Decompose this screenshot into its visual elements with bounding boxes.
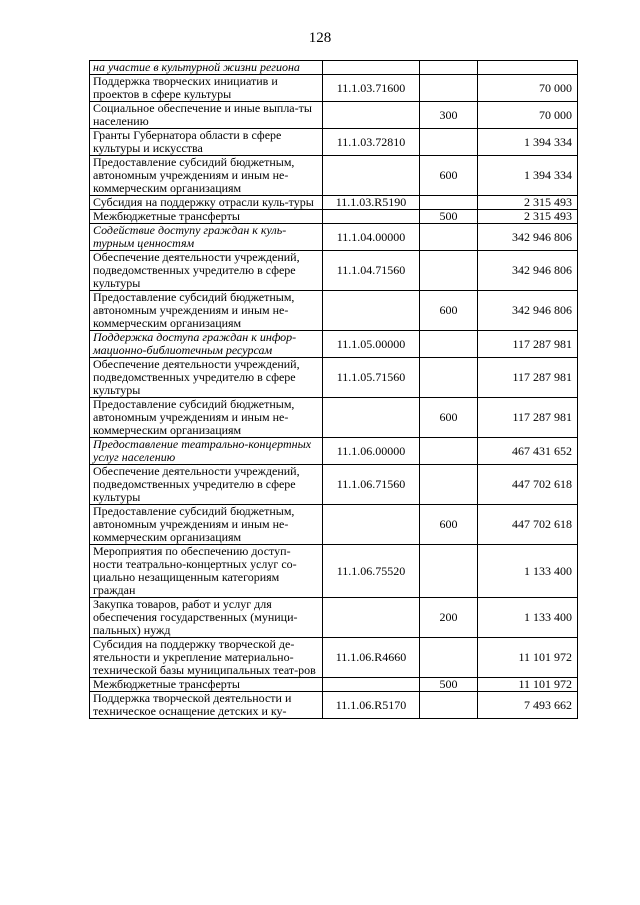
row-vr-cell — [420, 224, 478, 251]
row-code-cell: 11.1.05.71560 — [323, 358, 420, 398]
row-vr-cell: 600 — [420, 291, 478, 331]
row-code-cell: 11.1.03.72810 — [323, 129, 420, 156]
row-name-cell: Содействие доступу граждан к куль-турным ценностям — [90, 224, 323, 251]
row-vr-cell — [420, 75, 478, 102]
row-name-cell: Поддержка доступа граждан к инфор-мационно-библиотечным ресурсам — [90, 331, 323, 358]
row-code-cell: 11.1.06.00000 — [323, 438, 420, 465]
row-name-cell: Обеспечение деятельности учреждений, подведомственных учредителю в сфере культуры — [90, 465, 323, 505]
row-code-cell — [323, 505, 420, 545]
page-number: 128 — [308, 30, 332, 46]
table-row — [90, 75, 578, 102]
row-vr-cell: 200 — [420, 598, 478, 638]
row-amount-cell: 342 946 806 — [478, 224, 578, 251]
row-amount-cell: 117 287 981 — [478, 358, 578, 398]
row-code-cell: 11.1.05.00000 — [323, 331, 420, 358]
table-row — [90, 331, 578, 358]
row-name-cell: Предоставление театрально-концертных услуг населению — [90, 438, 323, 465]
row-name-cell: Обеспечение деятельности учреждений, подведомственных учредителю в сфере культуры — [90, 358, 323, 398]
row-amount-cell: 1 133 400 — [478, 598, 578, 638]
row-name-cell: Социальное обеспечение и иные выпла-ты населению — [90, 102, 323, 129]
row-amount-cell: 11 101 972 — [478, 678, 578, 692]
row-amount-cell: 447 702 618 — [478, 465, 578, 505]
row-name-cell: Обеспечение деятельности учреждений, подведомственных учредителю в сфере культуры — [90, 251, 323, 291]
table-row — [90, 505, 578, 545]
row-vr-cell — [420, 196, 478, 210]
row-name-cell: Предоставление субсидий бюджетным, автономным учреждениям и иным не-коммерческим организациям — [90, 505, 323, 545]
row-amount-cell: 467 431 652 — [478, 438, 578, 465]
row-amount-cell: 342 946 806 — [478, 251, 578, 291]
row-name-cell: Мероприятия по обеспечению доступ-ности театрально-концертных услуг со-циально незащищенным категориям граждан — [90, 545, 323, 598]
row-vr-cell — [420, 638, 478, 678]
row-name-cell: Предоставление субсидий бюджетным, автономным учреждениям и иным не-коммерческим организациям — [90, 291, 323, 331]
row-vr-cell — [420, 465, 478, 505]
table-row — [90, 291, 578, 331]
row-code-cell: 11.1.06.R4660 — [323, 638, 420, 678]
table-row — [90, 102, 578, 129]
row-amount-cell: 11 101 972 — [478, 638, 578, 678]
table-row — [90, 358, 578, 398]
row-name-cell: Межбюджетные трансферты — [90, 678, 323, 692]
row-amount-cell: 1 133 400 — [478, 545, 578, 598]
row-name-cell: Субсидия на поддержку отрасли куль-туры — [90, 196, 323, 210]
row-amount-cell: 117 287 981 — [478, 331, 578, 358]
row-amount-cell: 117 287 981 — [478, 398, 578, 438]
table-row — [90, 129, 578, 156]
row-vr-cell — [420, 692, 478, 719]
row-vr-cell: 600 — [420, 398, 478, 438]
budget-table-body — [90, 61, 578, 719]
row-vr-cell: 500 — [420, 210, 478, 224]
row-name-cell: Предоставление субсидий бюджетным, автономным учреждениям и иным не-коммерческим организациям — [90, 398, 323, 438]
table-row — [90, 398, 578, 438]
row-code-cell — [323, 291, 420, 331]
row-vr-cell — [420, 251, 478, 291]
row-vr-cell: 500 — [420, 678, 478, 692]
row-code-cell: 11.1.04.00000 — [323, 224, 420, 251]
row-code-cell — [323, 598, 420, 638]
row-amount-cell: 70 000 — [478, 102, 578, 129]
row-code-cell: 11.1.04.71560 — [323, 251, 420, 291]
row-vr-cell — [420, 331, 478, 358]
table-row — [90, 224, 578, 251]
row-amount-cell: 2 315 493 — [478, 196, 578, 210]
table-row — [90, 638, 578, 678]
row-name-cell: Поддержка творческой деятельности и техническое оснащение детских и ку- — [90, 692, 323, 719]
row-code-cell: 11.1.06.R5170 — [323, 692, 420, 719]
table-row — [90, 438, 578, 465]
budget-table — [89, 60, 578, 719]
row-vr-cell — [420, 545, 478, 598]
row-code-cell: 11.1.03.R5190 — [323, 196, 420, 210]
row-vr-cell — [420, 438, 478, 465]
row-code-cell — [323, 210, 420, 224]
row-amount-cell: 1 394 334 — [478, 156, 578, 196]
row-name-cell: Субсидия на поддержку творческой де-ятельности и укрепление материально-технической базы муниципальных теат-ров — [90, 638, 323, 678]
row-code-cell — [323, 61, 420, 75]
table-row — [90, 692, 578, 719]
row-amount-cell: 1 394 334 — [478, 129, 578, 156]
row-code-cell — [323, 156, 420, 196]
row-amount-cell — [478, 61, 578, 75]
row-vr-cell — [420, 61, 478, 75]
row-code-cell — [323, 678, 420, 692]
table-row — [90, 61, 578, 75]
row-code-cell: 11.1.06.71560 — [323, 465, 420, 505]
row-name-cell: Межбюджетные трансферты — [90, 210, 323, 224]
row-vr-cell — [420, 129, 478, 156]
table-row — [90, 598, 578, 638]
row-vr-cell — [420, 358, 478, 398]
row-name-cell: Предоставление субсидий бюджетным, автономным учреждениям и иным не-коммерческим организациям — [90, 156, 323, 196]
row-amount-cell: 447 702 618 — [478, 505, 578, 545]
table-row — [90, 251, 578, 291]
table-row — [90, 678, 578, 692]
row-amount-cell: 7 493 662 — [478, 692, 578, 719]
row-vr-cell: 600 — [420, 505, 478, 545]
row-name-cell: Закупка товаров, работ и услуг для обеспечения государственных (муници-пальных) нужд — [90, 598, 323, 638]
row-code-cell — [323, 102, 420, 129]
table-row — [90, 545, 578, 598]
row-name-cell: Гранты Губернатора области в сфере культуры и искусства — [90, 129, 323, 156]
table-row — [90, 156, 578, 196]
row-code-cell — [323, 398, 420, 438]
row-code-cell: 11.1.03.71600 — [323, 75, 420, 102]
table-row — [90, 465, 578, 505]
row-vr-cell: 300 — [420, 102, 478, 129]
row-name-cell: на участие в культурной жизни региона — [90, 61, 323, 75]
row-amount-cell: 2 315 493 — [478, 210, 578, 224]
table-row — [90, 210, 578, 224]
row-code-cell: 11.1.06.75520 — [323, 545, 420, 598]
row-amount-cell: 70 000 — [478, 75, 578, 102]
row-amount-cell: 342 946 806 — [478, 291, 578, 331]
row-name-cell: Поддержка творческих инициатив и проектов в сфере культуры — [90, 75, 323, 102]
row-vr-cell: 600 — [420, 156, 478, 196]
table-row — [90, 196, 578, 210]
